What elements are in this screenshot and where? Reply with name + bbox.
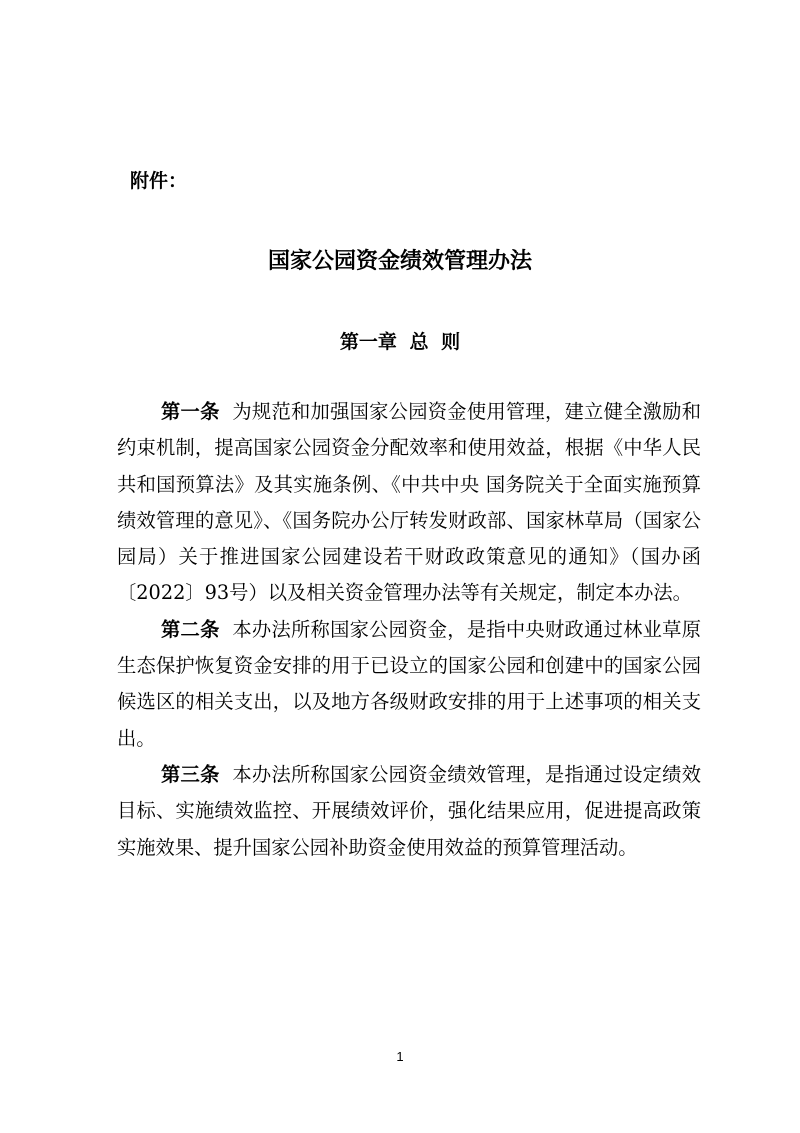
document-title: 国家公园资金绩效管理办法 <box>267 249 532 274</box>
article-label: 第三条 <box>161 762 220 786</box>
chapter-heading: 第一章 总 则 <box>339 331 461 353</box>
article-1 <box>117 394 701 612</box>
attachment-label: 附件： <box>130 170 188 192</box>
article-3 <box>117 757 701 866</box>
article-label: 第二条 <box>161 617 220 641</box>
article-list <box>117 394 701 866</box>
article-2 <box>117 612 701 757</box>
article-text: 为规范和加强国家公园资金使用管理，建立健全激励和约束机制，提高国家公园资金分配效率和使用效益，根据《中华人民共和国预算法》及其实施条例、《中共中央 国务院关于全面实施预算绩效管理的意见》、《国务院办公厅转发财政部、国家林草局（国家公园局）关于推进国家公园建设若干财政政策意见的通知》（国办函〔2022〕93号）以及相关资金管理办法等有关规定，制定本办法。 <box>117 400 702 605</box>
article-text: 本办法所称国家公园资金绩效管理，是指通过设定绩效目标、实施绩效监控、开展绩效评价，强化结果应用，促进提高政策实施效果、提升国家公园补助资金使用效益的预算管理活动。 <box>117 762 702 859</box>
article-text: 本办法所称国家公园资金，是指中央财政通过林业草原生态保护恢复资金安排的用于已设立的国家公园和创建中的国家公园候选区的相关支出，以及地方各级财政安排的用于上述事项的相关支出。 <box>117 617 702 750</box>
page-number: 1 <box>396 1049 404 1064</box>
article-label: 第一条 <box>161 400 220 423</box>
